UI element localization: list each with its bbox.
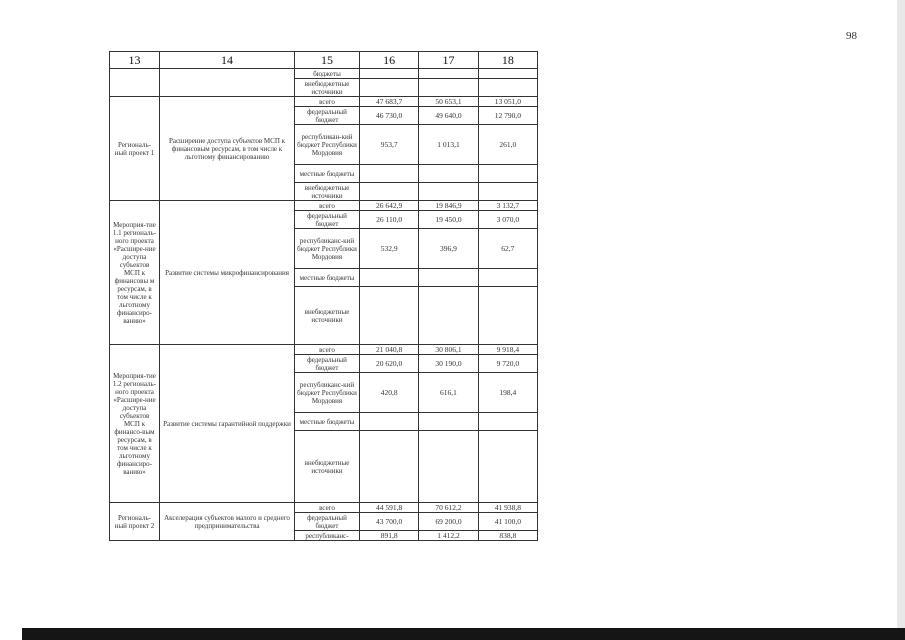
cell-value-17: 19 846,9 xyxy=(419,201,478,211)
cell-funding-source: федеральный бюджет xyxy=(295,211,360,229)
cell-value-18: 3 070,0 xyxy=(478,211,537,229)
cell-funding-source: внебюджетные источники xyxy=(295,431,360,503)
cell-value-16: 26 642,9 xyxy=(360,201,419,211)
cell-funding-source: всего xyxy=(295,97,360,107)
cell-funding-source: местные бюджеты xyxy=(295,165,360,183)
cell-value-16: 43 700,0 xyxy=(360,513,419,531)
cell-value-18: 838,8 xyxy=(478,531,537,541)
cell-value-18 xyxy=(478,269,537,287)
cell-funding-source: всего xyxy=(295,345,360,355)
cell-value-16: 46 730,0 xyxy=(360,107,419,125)
cell-value-17 xyxy=(419,269,478,287)
cell-value-16 xyxy=(360,413,419,431)
table-header-row xyxy=(110,52,538,69)
cell-value-16: 47 683,7 xyxy=(360,97,419,107)
cell-value-16: 26 110,0 xyxy=(360,211,419,229)
cell-regional-project-2-name: Акселерация субъектов малого и среднего предпринимательства xyxy=(160,503,295,541)
cell-value-17: 69 200,0 xyxy=(419,513,478,531)
cell-value-18 xyxy=(478,431,537,503)
cell-value-18: 41 938,8 xyxy=(478,503,537,513)
cell-funding-source: внебюджетные источники xyxy=(295,183,360,201)
cell-value-17: 30 190,0 xyxy=(419,355,478,373)
cell-empty xyxy=(360,69,419,79)
cell-value-17 xyxy=(419,287,478,345)
cell-value-18: 62,7 xyxy=(478,229,537,269)
cell-value-18 xyxy=(478,413,537,431)
cell-measure-1-1: Мероприя-тие 1.1 региональ-ного проекта «Расшире-ние доступа субъектов МСП к финансовы м ресурсам, в том числе к льготному финансиро-ванию» xyxy=(110,201,160,345)
cell-value-17: 616,1 xyxy=(419,373,478,413)
cell-value-16 xyxy=(360,269,419,287)
cell-value-16: 953,7 xyxy=(360,125,419,165)
cell-empty xyxy=(478,79,537,97)
column-header-18: 18 xyxy=(478,52,537,69)
table-row xyxy=(110,69,538,79)
cell-value-16: 20 620,0 xyxy=(360,355,419,373)
column-header-17: 17 xyxy=(419,52,478,69)
table-row xyxy=(110,97,538,107)
cell-value-18: 9 720,0 xyxy=(478,355,537,373)
cell-funding-source: всего xyxy=(295,503,360,513)
cell-value-17: 50 653,1 xyxy=(419,97,478,107)
column-header-16: 16 xyxy=(360,52,419,69)
cell-value-18 xyxy=(478,183,537,201)
column-header-14: 14 xyxy=(160,52,295,69)
cell-empty xyxy=(419,79,478,97)
cell-value-17 xyxy=(419,431,478,503)
cell-measure-1-2-name: Развитие системы гарантийной поддержки xyxy=(160,345,295,503)
cell-measure-1-1-name: Развитие системы микрофинансирования xyxy=(160,201,295,345)
cell-value-17 xyxy=(419,413,478,431)
cell-empty xyxy=(360,79,419,97)
cell-funding-source: внебюджетные источники xyxy=(295,287,360,345)
cell-value-18: 41 100,0 xyxy=(478,513,537,531)
cell-value-17: 19 450,0 xyxy=(419,211,478,229)
cell-value-16: 891,8 xyxy=(360,531,419,541)
scan-bottom-border xyxy=(22,628,905,640)
cell-value-17: 396,9 xyxy=(419,229,478,269)
cell-regional-project-1: Региональ-ный проект 1 xyxy=(110,97,160,201)
cell-value-16: 44 591,8 xyxy=(360,503,419,513)
scan-edge-shadow xyxy=(897,0,905,640)
column-header-13: 13 xyxy=(110,52,160,69)
page-number: 98 xyxy=(846,30,857,42)
cell-value-18 xyxy=(478,287,537,345)
cell-funding-source: федеральный бюджет xyxy=(295,513,360,531)
budget-table xyxy=(109,51,538,541)
table-row xyxy=(110,503,538,513)
cell-value-17 xyxy=(419,165,478,183)
cell-value-17 xyxy=(419,183,478,201)
cell-funding-source: внебюджетные источники xyxy=(295,79,360,97)
cell-value-16 xyxy=(360,287,419,345)
cell-funding-source: бюджеты xyxy=(295,69,360,79)
cell-value-16 xyxy=(360,165,419,183)
cell-value-18 xyxy=(478,165,537,183)
cell-value-16 xyxy=(360,431,419,503)
cell-value-18: 261,0 xyxy=(478,125,537,165)
cell-value-18: 12 790,0 xyxy=(478,107,537,125)
cell-value-17: 30 806,1 xyxy=(419,345,478,355)
cell-funding-source: всего xyxy=(295,201,360,211)
cell-value-16 xyxy=(360,183,419,201)
cell-value-18: 3 132,7 xyxy=(478,201,537,211)
cell-value-16: 532,9 xyxy=(360,229,419,269)
cell-regional-project-2: Региональ-ный проект 2 xyxy=(110,503,160,541)
cell-value-17: 49 640,0 xyxy=(419,107,478,125)
cell-funding-source: федеральный бюджет xyxy=(295,355,360,373)
cell-measure-1-2: Мероприя-тие 1.2 региональ-ного проекта «Расшире-ние доступа субъектов МСП к финансо-вым ресурсам, в том числе к льготному финансиро-ванию» xyxy=(110,345,160,503)
table-row xyxy=(110,345,538,355)
cell-funding-source: республиканс-кий бюджет Республики Мордовия xyxy=(295,229,360,269)
cell-funding-source: местные бюджеты xyxy=(295,269,360,287)
cell-funding-source: федеральный бюджет xyxy=(295,107,360,125)
cell-value-18: 13 051,0 xyxy=(478,97,537,107)
cell-funding-source: республиканс-кий бюджет Республики Мордовия xyxy=(295,373,360,413)
cell-empty xyxy=(160,69,295,97)
cell-empty xyxy=(110,69,160,97)
cell-funding-source: республикан-кий бюджет Республики Мордовия xyxy=(295,125,360,165)
cell-funding-source: республиканс- xyxy=(295,531,360,541)
cell-value-18: 9 918,4 xyxy=(478,345,537,355)
column-header-15: 15 xyxy=(295,52,360,69)
cell-value-17: 70 612,2 xyxy=(419,503,478,513)
cell-value-16: 420,8 xyxy=(360,373,419,413)
cell-value-16: 21 040,8 xyxy=(360,345,419,355)
cell-value-17: 1 013,1 xyxy=(419,125,478,165)
cell-value-17: 1 412,2 xyxy=(419,531,478,541)
cell-regional-project-1-name: Расширение доступа субъектов МСП к финансовым ресурсам, в том числе к льготному финансированию xyxy=(160,97,295,201)
cell-value-18: 198,4 xyxy=(478,373,537,413)
cell-empty xyxy=(478,69,537,79)
table-row xyxy=(110,201,538,211)
cell-empty xyxy=(419,69,478,79)
cell-funding-source: местные бюджеты xyxy=(295,413,360,431)
